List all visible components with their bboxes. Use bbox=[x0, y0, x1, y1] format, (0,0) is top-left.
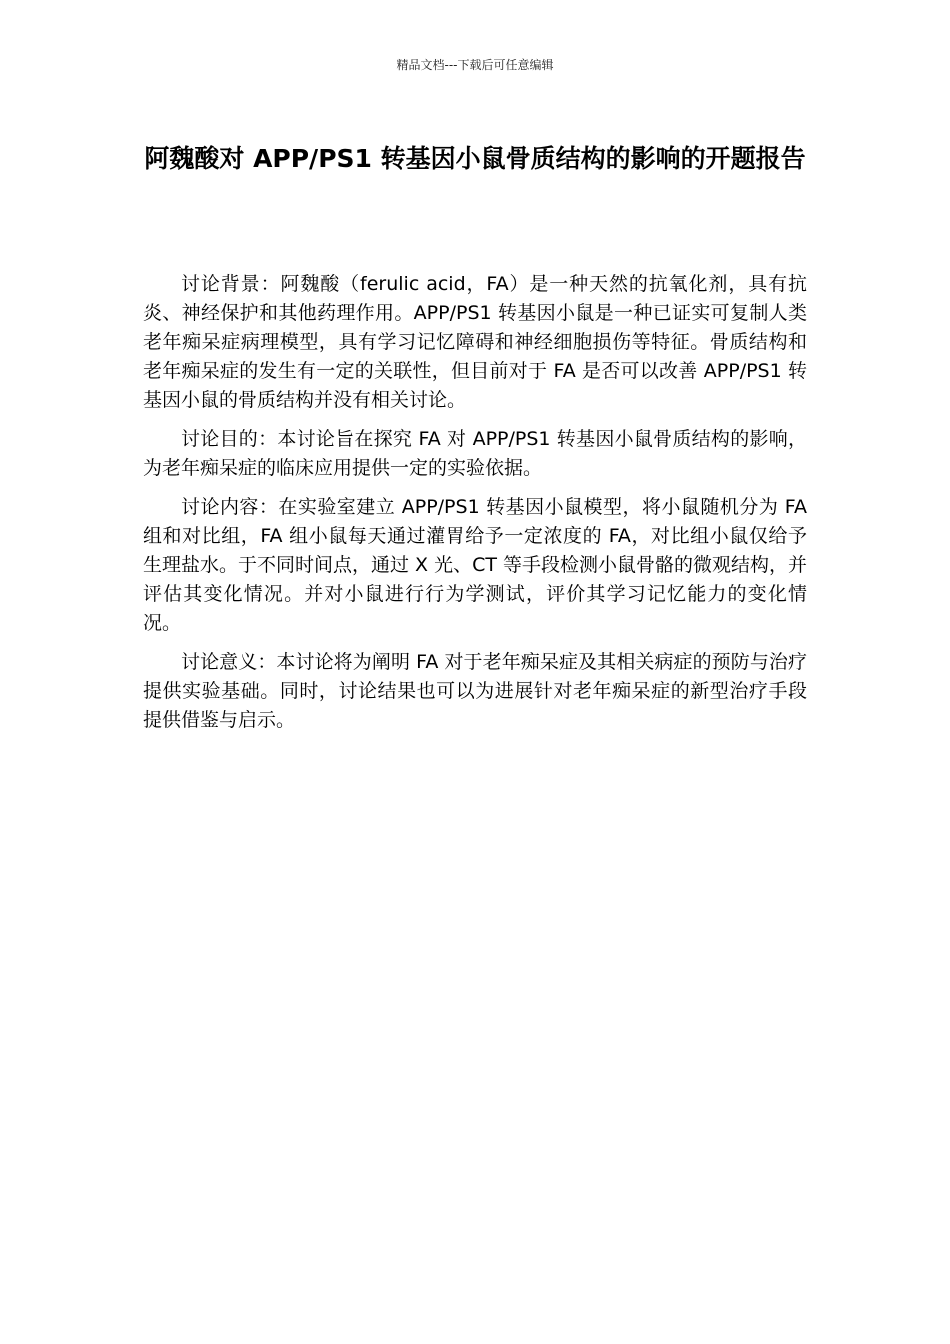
paragraph-content: 讨论内容：在实验室建立 APP/PS1 转基因小鼠模型，将小鼠随机分为 FA 组和对比组，FA 组小鼠每天通过灌胃给予一定浓度的 FA，对比组小鼠仅给予生理盐水。于不同时间点，通过 X 光、CT 等手段检测小鼠骨骼的微观结构，并评估其变化情况。并对小鼠进行行为学测试，评价其学习记忆能力的变化情况。 bbox=[143, 496, 808, 634]
paragraph-significance: 讨论意义：本讨论将为阐明 FA 对于老年痴呆症及其相关病症的预防与治疗提供实验基础。同时，讨论结果也可以为进展针对老年痴呆症的新型治疗手段提供借鉴与启示。 bbox=[143, 651, 807, 731]
document-title: 阿魏酸对 APP/PS1 转基因小鼠骨质结构的影响的开题报告 bbox=[144, 144, 806, 173]
page-header-note: 精品文档---下载后可任意编辑 bbox=[396, 58, 554, 72]
paragraph-background: 讨论背景：阿魏酸（ferulic acid，FA）是一种天然的抗氧化剂，具有抗炎、神经保护和其他药理作用。APP/PS1 转基因小鼠是一种已证实可复制人类老年痴呆症病理模型，具有学习记忆障碍和神经细胞损伤等特征。骨质结构和老年痴呆症的发生有一定的关联性，但目前对于 FA 是否可以改善 APP/PS1 转基因小鼠的骨质结构并没有相关讨论。 bbox=[143, 273, 807, 411]
paragraph-purpose: 讨论目的：本讨论旨在探究 FA 对 APP/PS1 转基因小鼠骨质结构的影响，为老年痴呆症的临床应用提供一定的实验依据。 bbox=[143, 428, 807, 479]
document-body bbox=[143, 270, 807, 745]
